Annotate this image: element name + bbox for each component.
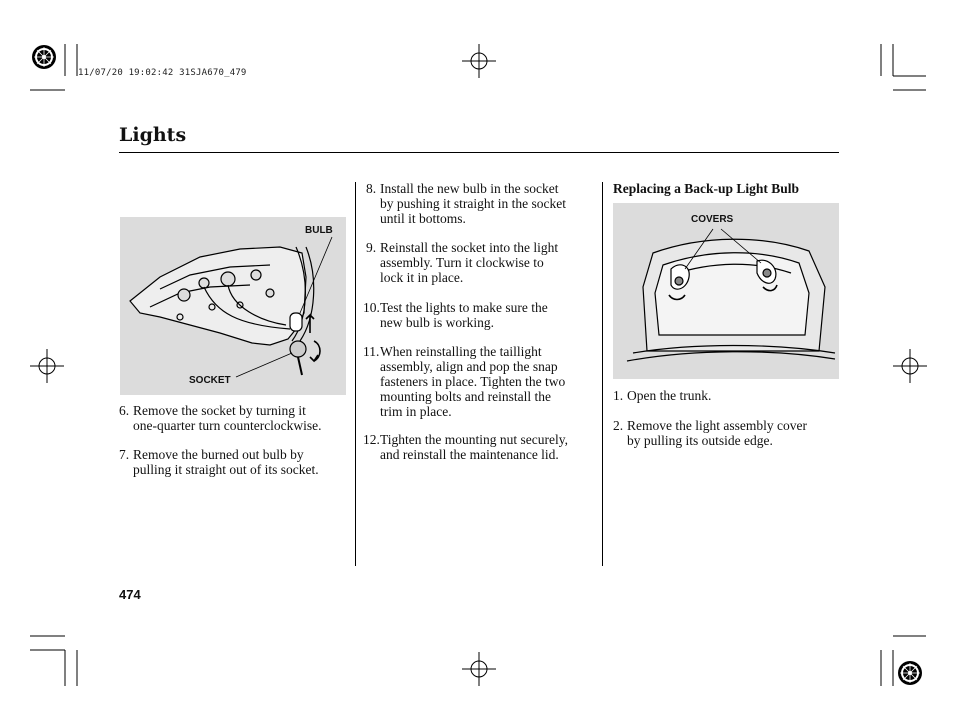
step-number: 10. <box>363 300 380 315</box>
title-rule <box>119 152 839 153</box>
step-text-line: assembly. Turn it clockwise to <box>380 255 544 270</box>
step-text-line: mounting bolts and reinstall the <box>380 389 551 404</box>
step-text-line: by pushing it straight in the socket <box>380 196 566 211</box>
step-number: 12. <box>363 432 380 447</box>
step-number: 11. <box>363 344 380 359</box>
step-text-line: lock it in place. <box>380 270 464 285</box>
step-1 <box>613 388 837 404</box>
column-divider <box>355 182 356 566</box>
print-mark: 11/07/20 19:02:42 31SJA670_479 <box>78 68 247 78</box>
step-text-line: pulling it straight out of its socket. <box>133 462 319 477</box>
step-number: 2. <box>613 418 624 433</box>
step-10 <box>363 300 598 332</box>
step-text-line: Remove the burned out bulb by <box>133 447 304 462</box>
step-text-line: trim in place. <box>380 404 452 419</box>
step-8 <box>366 181 598 227</box>
step-number: 1. <box>613 388 624 403</box>
step-9 <box>366 240 598 286</box>
bulb-label: BULB <box>305 225 333 236</box>
section-title: Lights <box>119 124 187 146</box>
taillight-illustration <box>120 217 346 395</box>
step-text-line: Remove the socket by turning it <box>133 403 306 418</box>
step-text-line: Reinstall the socket into the light <box>380 240 559 255</box>
socket-label: SOCKET <box>189 375 231 386</box>
step-text-line: by pulling its outside edge. <box>627 433 773 448</box>
step-text-line: Open the trunk. <box>627 388 712 403</box>
step-number: 9. <box>366 240 377 255</box>
step-text-line: and reinstall the maintenance lid. <box>380 447 559 462</box>
step-text-line: new bulb is working. <box>380 315 494 330</box>
step-number: 6. <box>119 403 130 418</box>
taillight-bulb-figure <box>120 217 346 395</box>
trunk-illustration <box>613 203 839 379</box>
step-7 <box>119 447 351 479</box>
step-2 <box>613 418 837 450</box>
page-number: 474 <box>119 587 141 602</box>
step-text-line: Test the lights to make sure the <box>380 300 548 315</box>
step-6 <box>119 403 351 435</box>
column-divider <box>602 182 603 566</box>
step-number: 7. <box>119 447 130 462</box>
step-text-line: Install the new bulb in the socket <box>380 181 559 196</box>
step-11 <box>363 344 598 420</box>
trunk-covers-figure <box>613 203 839 379</box>
step-12 <box>363 432 598 464</box>
step-text-line: one-quarter turn counterclockwise. <box>133 418 322 433</box>
back-up-light-heading: Replacing a Back-up Light Bulb <box>613 181 800 196</box>
step-number: 8. <box>366 181 377 196</box>
step-text-line: Remove the light assembly cover <box>627 418 807 433</box>
step-text-line: assembly, align and pop the snap <box>380 359 558 374</box>
step-text-line: until it bottoms. <box>380 211 466 226</box>
covers-label: COVERS <box>691 214 734 225</box>
step-text-line: fasteners in place. Tighten the two <box>380 374 566 389</box>
step-text-line: When reinstalling the taillight <box>380 344 542 359</box>
step-text-line: Tighten the mounting nut securely, <box>380 432 568 447</box>
